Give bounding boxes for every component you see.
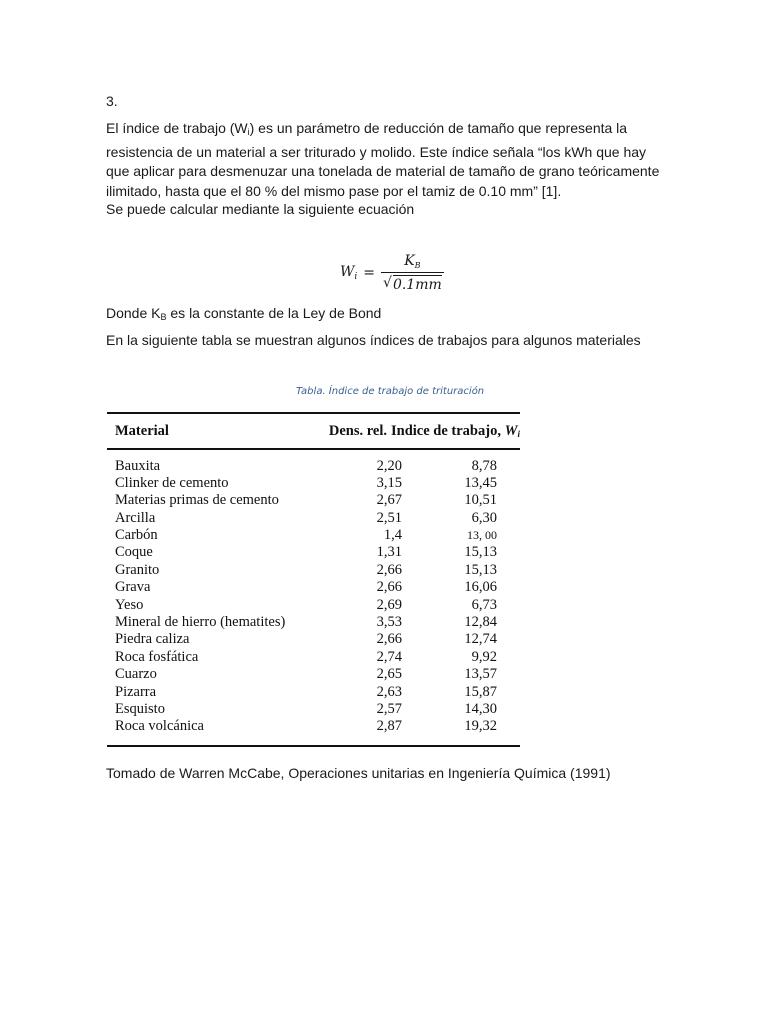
- cell-work-index: 8,78: [471, 457, 497, 474]
- cell-density: 3,15: [376, 474, 402, 491]
- table-row: [107, 597, 520, 614]
- equation-equals: =: [363, 265, 376, 281]
- table-row: [107, 527, 520, 544]
- cell-material: Clinker de cemento: [115, 474, 229, 491]
- section-number: 3.: [106, 93, 118, 109]
- cell-material: Materias primas de cemento: [115, 492, 279, 509]
- table-row: [107, 544, 520, 561]
- cell-material: Arcilla: [115, 509, 156, 526]
- cell-work-index: 14,30: [464, 700, 497, 717]
- equation-lhs-symbol: W: [340, 264, 355, 280]
- table-row: [107, 666, 520, 683]
- equation-fraction: [381, 253, 444, 293]
- cell-work-index: 13, 00: [467, 528, 497, 543]
- cell-work-index: 15,13: [464, 544, 497, 561]
- cell-work-index: 15,87: [464, 683, 497, 700]
- cell-density: 2,63: [376, 683, 402, 700]
- cell-density: 2,66: [376, 631, 402, 648]
- cell-density: 2,67: [376, 492, 402, 509]
- header-material: Material: [115, 422, 169, 439]
- cell-material: Coque: [115, 544, 153, 561]
- cell-work-index: 19,32: [464, 718, 497, 735]
- cell-material: Pizarra: [115, 683, 157, 700]
- table-row: [107, 579, 520, 596]
- cell-material: Carbón: [115, 527, 158, 544]
- constant-prefix: Donde K: [106, 305, 161, 321]
- equation-radicand: 0.1mm: [392, 277, 442, 293]
- cell-material: Grava: [115, 579, 151, 596]
- square-root-icon: √: [383, 275, 392, 291]
- table-row: [107, 510, 520, 527]
- intro-paragraph: [106, 119, 666, 201]
- cell-density: 2,66: [376, 561, 402, 578]
- table-row: [107, 492, 520, 509]
- constant-suffix: es la constante de la Ley de Bond: [166, 305, 382, 321]
- equation-denominator: [381, 272, 444, 293]
- table-row: [107, 475, 520, 492]
- cell-density: 2,87: [376, 718, 402, 735]
- table-caption: Tabla. Índice de trabajo de trituración: [296, 386, 485, 397]
- cell-density: 2,57: [376, 700, 402, 717]
- cell-material: Roca fosfática: [115, 648, 199, 665]
- cell-work-index: 15,13: [464, 561, 497, 578]
- header-work-index-label: Indice de trabajo,: [390, 422, 505, 439]
- cell-density: 3,53: [376, 614, 402, 631]
- work-index-table: [107, 412, 520, 747]
- cell-density: 2,20: [376, 457, 402, 474]
- cell-material: Cuarzo: [115, 666, 157, 683]
- cell-density: 2,51: [376, 509, 402, 526]
- cell-density: 2,66: [376, 579, 402, 596]
- cell-material: Piedra caliza: [115, 631, 190, 648]
- cell-material: Bauxita: [115, 457, 161, 474]
- cell-material: Granito: [115, 561, 160, 578]
- cell-work-index: 9,92: [471, 648, 497, 665]
- equation-lhs: [340, 264, 357, 282]
- cell-density: 2,69: [376, 596, 402, 613]
- header-work-index: [387, 423, 520, 440]
- constant-subscript: B: [160, 312, 167, 322]
- source-citation: Tomado de Warren McCabe, Operaciones unitarias en Ingeniería Química (1991): [106, 765, 611, 781]
- cell-work-index: 12,84: [464, 614, 497, 631]
- table-row: [107, 649, 520, 666]
- equation-numerator-symbol: K: [404, 253, 415, 269]
- equation-lhs-subscript: i: [354, 272, 358, 282]
- header-work-symbol: W: [504, 422, 518, 439]
- cell-material: Esquisto: [115, 700, 165, 717]
- header-density: Dens. rel.: [328, 422, 387, 439]
- bond-constant-text: [106, 304, 381, 326]
- equation-numerator-subscript: B: [414, 261, 421, 270]
- table-intro-text: En la siguiente tabla se muestran algunos índices de trabajos para algunos materiales: [106, 332, 641, 348]
- table-row: [107, 614, 520, 631]
- cell-work-index: 13,57: [464, 666, 497, 683]
- cell-work-index: 6,73: [471, 596, 497, 613]
- header-work-symbol-subscript: i: [517, 428, 520, 439]
- cell-material: Mineral de hierro (hematites): [115, 614, 286, 631]
- table-row: [107, 701, 520, 718]
- table-body: [107, 450, 520, 745]
- cell-density: 2,74: [376, 648, 402, 665]
- table-row: [107, 631, 520, 648]
- cell-work-index: 16,06: [464, 579, 497, 596]
- cell-density: 2,65: [376, 666, 402, 683]
- cell-work-index: 6,30: [471, 509, 497, 526]
- intro-text-end: ) es un parámetro de reducción de tamaño que representa la resistencia de un material a ser triturado y molido. Este índice señala “los kWh que hay que aplicar para desmenuzar una tonelada de material de tamaño de grano teóricamente ilimitado, hasta que el 80 % del mismo pase por el tamiz de 0.10 mm” [1].: [106, 120, 660, 199]
- table-bottom-rule: [107, 745, 520, 747]
- cell-work-index: 12,74: [464, 631, 497, 648]
- table-header-row: [107, 414, 520, 448]
- method-text: Se puede calcular mediante la siguiente ecuación: [106, 201, 415, 217]
- cell-material: Yeso: [115, 596, 144, 613]
- equation-numerator: [400, 253, 424, 272]
- cell-density: 1,4: [383, 527, 402, 544]
- header-work-index-symbol: [505, 423, 520, 439]
- cell-work-index: 13,45: [464, 474, 497, 491]
- intro-subscript: i: [247, 127, 250, 137]
- cell-density: 1,31: [376, 544, 402, 561]
- cell-material: Roca volcánica: [115, 718, 204, 735]
- table-row: [107, 458, 520, 475]
- table-row: [107, 718, 520, 735]
- work-index-equation: [340, 253, 444, 293]
- cell-work-index: 10,51: [464, 492, 497, 509]
- table-row: [107, 684, 520, 701]
- intro-text-start: El índice de trabajo (W: [106, 120, 248, 136]
- table-row: [107, 562, 520, 579]
